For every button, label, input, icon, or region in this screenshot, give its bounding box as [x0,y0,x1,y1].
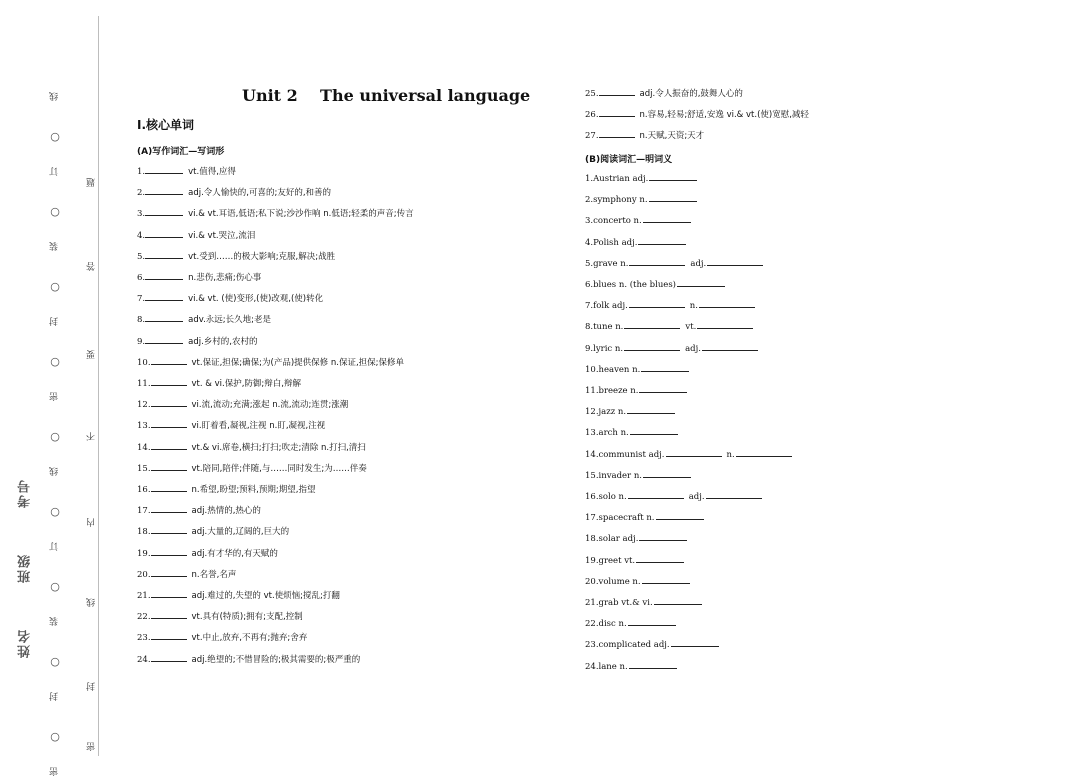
item-definition: n.悲伤,悲痛;伤心事 [188,273,262,283]
binding-line [98,16,99,756]
vocab-item [585,638,719,650]
word-item [137,483,315,495]
word-item [137,186,331,198]
item-definition: vi.& vt.哭泣,流泪 [188,230,256,241]
item-definition: adj.乡村的,农村的 [188,336,258,347]
vocab-word: 16.solo n. [585,492,627,502]
answer-blank [145,186,183,195]
vocab-word-second-pos: n. [726,449,735,460]
item-definition: vi.& vt.耳语,低语;私下说;沙沙作响 n.低语;轻柔的声音;传言 [188,209,414,220]
vocab-item [585,469,691,481]
vocab-word: 18.solar adj. [585,534,639,545]
vocab-word: 1.Austrian adj. [585,174,649,184]
answer-blank [151,356,187,365]
answer-blank [707,257,763,266]
item-definition: adv.永远;长久地;老是 [188,315,272,326]
vocab-word: 14.communist adj. [585,449,665,460]
word-item [137,568,236,580]
binding-margin [0,0,100,776]
answer-blank [638,236,686,245]
item-definition: n.希望,盼望;预料,预期;期望,指望 [191,485,316,495]
answer-blank [643,214,691,223]
answer-blank [145,250,183,259]
vocab-word: 6.blues n. (the blues) [585,280,676,290]
vocab-item [585,532,687,544]
word-item [137,653,360,665]
word-item [137,377,301,389]
vocab-word-second-pos: adj. [688,492,705,502]
vocab-word: 15.invader n. [585,470,642,481]
item-definition: vi.盯着看,凝视,注视 n.盯,凝视,注视 [191,421,326,432]
vocab-word: 17.spacecraft n. [585,513,655,524]
vocab-item [585,660,677,672]
item-definition: vt.中止,放弃,不再有;抛弃;舍弃 [191,633,308,644]
vocab-word-second-pos: n. [689,301,698,312]
vocab-item [585,575,690,587]
word-item [137,250,335,262]
answer-blank [145,335,183,344]
vocab-item [585,596,702,608]
vocab-word: 9.lyric n. [585,343,624,354]
item-number: 21. [137,591,151,601]
answer-blank [151,419,187,428]
vocab-item [585,511,704,523]
item-definition: n.容易,轻易;舒适,安逸 vi.& vt.(使)宽慰,减轻 [639,110,809,121]
word-item [137,229,255,241]
item-definition: n.天赋,天资;天才 [639,131,705,142]
seal-char: 密 [50,392,60,401]
answer-blank [151,441,187,450]
vocab-word: 23.complicated adj. [585,640,670,651]
item-definition: vi.流,流动;充满;涨起 n.流,流动;连贯;涨潮 [191,400,349,411]
notice-char: 答 [87,262,97,271]
word-item [137,271,261,283]
seal-circle-mark: ○ [50,504,60,518]
vocab-item [585,278,725,290]
section-title: Ⅰ.核心单词 [137,118,195,132]
notice-char: 不 [87,432,97,441]
vocab-word: 19.greet vt. [585,555,636,566]
notice-char: 密 [87,742,97,751]
seal-circle-mark: ○ [50,654,60,668]
answer-blank [145,271,183,280]
word-item [137,292,323,304]
seal-circle-mark: ○ [50,579,60,593]
seal-char: 线 [50,92,60,101]
answer-blank [702,342,758,351]
answer-blank [151,610,187,619]
item-definition: vt.& vi.席卷,横扫;打扫;吹走;清除 n.打扫,清扫 [191,442,366,453]
notice-char: 要 [87,350,97,359]
item-number: 7. [137,294,146,305]
word-item [137,419,325,431]
answer-blank [654,596,702,605]
item-number: 16. [137,485,151,495]
answer-blank [649,193,697,202]
vocab-item [585,426,678,438]
vocab-word: 22.disc n. [585,619,627,630]
answer-blank [629,299,685,308]
answer-blank [641,363,689,372]
vocab-item [585,193,697,205]
item-number: 19. [137,548,151,559]
item-definition: adj.令人振奋的,鼓舞人心的 [639,89,743,99]
vocab-word-second-pos: adj. [690,258,707,269]
word-item [585,129,704,141]
answer-blank [671,638,719,647]
item-number: 3. [137,209,146,220]
item-definition: adj.大量的,辽阔的,巨大的 [191,527,290,538]
part-b-title: (B)阅读词汇—明词义 [585,155,673,165]
answer-blank [151,483,187,492]
item-definition: vt.受到……的极大影响;克服,解决;战胜 [188,251,336,262]
item-definition: vt.具有(特质);拥有;支配,控制 [191,612,303,623]
answer-blank [624,320,680,329]
answer-blank [151,525,187,534]
vocab-item [585,299,755,311]
seal-circle-mark: ○ [50,129,60,143]
item-number: 1. [137,167,146,177]
vocab-word: 21.grab vt.& vi. [585,598,653,608]
answer-blank [628,617,676,626]
answer-blank [639,532,687,541]
item-number: 8. [137,315,146,326]
notice-char: 内 [87,518,97,527]
answer-blank [145,313,183,322]
answer-blank [151,589,187,598]
item-number: 20. [137,569,151,580]
answer-blank [151,547,187,556]
answer-blank [599,108,635,117]
page-title: Unit 2 The universal language [242,86,531,105]
answer-blank [636,554,684,563]
vocab-word: 7.folk adj. [585,301,628,312]
seal-char: 订 [50,167,60,176]
seal-circle-mark: ○ [50,729,60,743]
word-item [137,462,367,474]
seal-char: 密 [50,767,60,776]
vocab-word: 3.concerto n. [585,216,642,227]
seal-char: 订 [50,542,60,551]
answer-blank [639,384,687,393]
answer-blank [629,660,677,669]
answer-blank [151,462,187,471]
item-number: 10. [137,357,151,368]
seal-circle-mark: ○ [50,204,60,218]
answer-blank [656,511,704,520]
vocab-item [585,554,684,566]
item-number: 5. [137,251,146,262]
item-number: 18. [137,527,151,538]
item-number: 9. [137,336,146,347]
item-number: 13. [137,421,151,432]
vocab-word-second-pos: vt. [685,322,697,333]
notice-char: 线 [87,598,97,607]
word-item [137,165,236,177]
seal-char: 封 [50,317,60,326]
word-item [137,525,289,537]
vocab-item [585,342,758,354]
answer-blank [628,490,684,499]
answer-blank [649,172,697,181]
vocab-word: 12.jazz n. [585,407,627,418]
seal-char: 装 [50,617,60,626]
item-definition: adj.绝望的;不惜冒险的;极其需要的;极严重的 [191,654,361,665]
word-item [137,547,278,559]
item-definition: adj.令人愉快的,可喜的;友好的,和善的 [188,188,332,199]
word-item [137,356,404,368]
seal-char: 封 [50,692,60,701]
vocab-word: 5.grave n. [585,258,629,269]
vocab-word: 10.heaven n. [585,364,641,375]
word-item [585,87,743,99]
item-definition: adj.难过的,失望的 vt.使烦恼;搅乱;打翻 [191,591,340,601]
answer-blank [706,490,762,499]
answer-blank [677,278,725,287]
item-definition: vt.陪同,陪伴;伴随,与……同时发生;为……伴奏 [191,463,367,474]
item-number: 23. [137,633,151,644]
notice-char: 题 [87,178,97,187]
answer-blank [624,342,680,351]
answer-blank [145,165,183,174]
vocab-word: 13.arch n. [585,428,629,439]
word-item [137,335,258,347]
answer-blank [666,448,722,457]
answer-blank [599,87,635,96]
item-number: 15. [137,463,151,474]
answer-blank [599,129,635,138]
vocab-item [585,320,753,332]
student-field-label: 班级 [18,553,33,583]
word-item [137,398,348,410]
item-number: 26. [585,110,599,121]
answer-blank [151,653,187,662]
answer-blank [145,292,183,301]
answer-blank [642,575,690,584]
vocab-word-second-pos: adj. [685,343,701,354]
answer-blank [151,398,187,407]
vocab-word: 24.lane n. [585,661,628,672]
item-number: 6. [137,273,146,283]
answer-blank [151,568,187,577]
item-number: 25. [585,89,599,99]
item-definition: adj.热情的,热心的 [191,506,261,517]
word-item [137,610,303,622]
vocab-word: 4.Polish adj. [585,237,638,248]
item-number: 22. [137,612,151,623]
vocab-item [585,617,676,629]
seal-char: 装 [50,242,60,251]
seal-circle-mark: ○ [50,354,60,368]
vocab-word: 11.breeze n. [585,386,639,396]
answer-blank [643,469,691,478]
vocab-item [585,236,686,248]
item-definition: vt.保证,担保;确保;为(产品)提供保修 n.保证,担保;保修单 [191,357,405,368]
word-item [137,441,366,453]
word-item [137,313,271,325]
item-definition: adj.有才华的,有天赋的 [191,548,278,559]
seal-circle-mark: ○ [50,279,60,293]
item-definition: vt.值得,应得 [188,167,236,177]
answer-blank [630,426,678,435]
answer-blank [627,405,675,414]
vocab-word: 20.volume n. [585,576,641,587]
vocab-item [585,384,687,396]
student-field-label: 考号 [18,478,33,508]
word-item [137,589,340,601]
word-item [137,504,261,516]
item-definition: vi.& vt. (使)变形,(使)改观,(使)转化 [188,294,324,305]
vocab-item [585,257,763,269]
word-item [585,108,809,120]
answer-blank [151,377,187,386]
item-number: 2. [137,188,146,199]
answer-blank [697,320,753,329]
vocab-item [585,363,689,375]
item-number: 4. [137,230,146,241]
item-definition: n.名誉,名声 [191,569,237,580]
word-item [137,631,307,643]
vocab-item [585,405,675,417]
vocab-item [585,214,691,226]
item-number: 24. [137,654,151,665]
item-number: 14. [137,442,151,453]
item-number: 12. [137,400,151,411]
answer-blank [629,257,685,266]
word-item [137,207,414,219]
item-number: 17. [137,506,151,517]
vocab-item [585,490,762,502]
notice-char: 封 [87,682,97,691]
answer-blank [145,207,183,216]
vocab-item [585,172,697,184]
answer-blank [145,229,183,238]
item-definition: vt. & vi.保护,防御;辩白,辩解 [191,379,301,389]
item-number: 11. [137,379,151,389]
vocab-item [585,448,792,460]
item-number: 27. [585,131,599,142]
vocab-word: 8.tune n. [585,322,624,333]
answer-blank [736,448,792,457]
vocab-word: 2.symphony n. [585,195,648,206]
seal-circle-mark: ○ [50,429,60,443]
answer-blank [699,299,755,308]
answer-blank [151,504,187,513]
part-a-title: (A)写作词汇—写词形 [137,147,225,157]
student-field-label: 姓名 [18,628,33,658]
answer-blank [151,631,187,640]
seal-char: 线 [50,467,60,476]
